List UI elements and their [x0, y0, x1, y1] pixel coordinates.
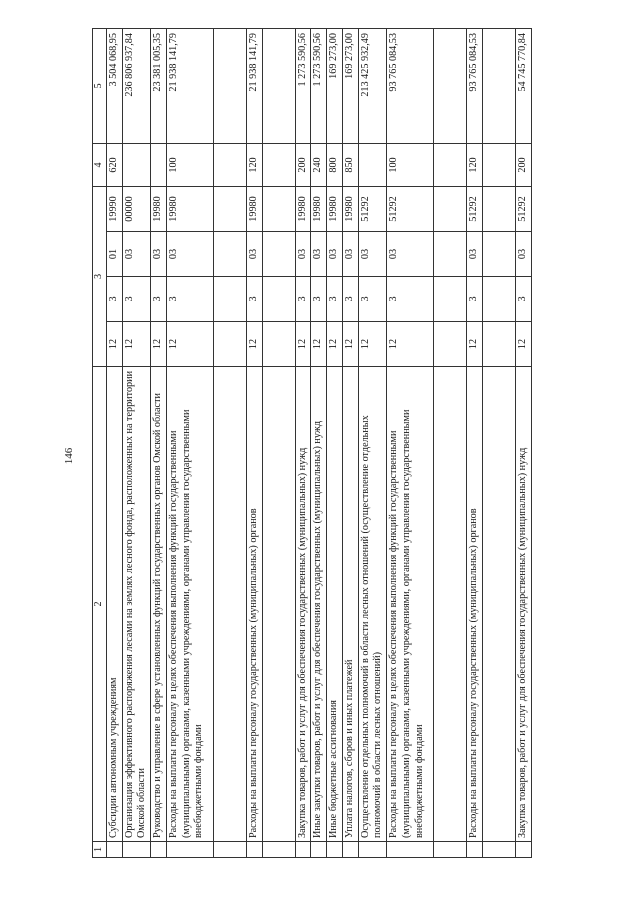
expense-type-cell: 620: [106, 144, 122, 187]
code-part-1: 12: [311, 322, 327, 367]
expense-type-cell: 850: [342, 144, 358, 187]
row-number-cell: [122, 842, 151, 858]
empty-cell: [213, 232, 246, 277]
empty-cell: [482, 187, 515, 232]
row-name-cell: Иные закупки товаров, работ и услуг для обеспечения государственных (муниципальных) нужд: [311, 367, 327, 842]
code-part-3: 03: [467, 232, 483, 277]
amount-cell: 21 938 141,79: [246, 29, 262, 144]
amount-cell: 1 273 590,56: [311, 29, 327, 144]
row-number-cell: [151, 842, 167, 858]
empty-cell: [482, 842, 515, 858]
row-number-cell: [246, 842, 262, 858]
empty-cell: [262, 367, 295, 842]
empty-cell: [482, 367, 515, 842]
code-part-1: 12: [467, 322, 483, 367]
header-col-2: 2: [93, 367, 107, 842]
empty-cell: [434, 367, 467, 842]
empty-cell: [262, 29, 295, 144]
row-name-cell: Субсидии автономным учреждениям: [106, 367, 122, 842]
code-part-3: 03: [151, 232, 167, 277]
code-part-3: 03: [166, 232, 213, 277]
code-part-4: 00000: [122, 187, 151, 232]
empty-cell: [482, 144, 515, 187]
table-row: [358, 29, 387, 858]
row-number-cell: [166, 842, 213, 858]
amount-cell: 93 765 084,53: [467, 29, 483, 144]
empty-cell: [262, 842, 295, 858]
row-number-cell: [295, 842, 311, 858]
code-part-4: 19980: [327, 187, 343, 232]
expense-type-cell: 100: [166, 144, 213, 187]
amount-cell: 169 273,00: [342, 29, 358, 144]
code-part-2: 3: [106, 277, 122, 322]
amount-cell: 1 273 590,56: [295, 29, 311, 144]
code-part-3: 03: [342, 232, 358, 277]
code-part-3: 03: [387, 232, 434, 277]
row-name-cell: Расходы на выплаты персоналу в целях обеспечения выполнения функций государственными (муниципальными) органами, казенными учреждениями, органами управления государственными внебюджетными фондами: [166, 367, 213, 842]
table-row: [311, 29, 327, 858]
empty-cell: [482, 277, 515, 322]
code-part-2: 3: [467, 277, 483, 322]
code-part-1: 12: [358, 322, 387, 367]
empty-cell: [213, 322, 246, 367]
empty-cell: [213, 367, 246, 842]
row-number-cell: [467, 842, 483, 858]
code-part-4: 19990: [106, 187, 122, 232]
header-col-1: 1: [93, 842, 107, 858]
code-part-3: 03: [515, 232, 531, 277]
code-part-2: 3: [122, 277, 151, 322]
table-row: [515, 29, 531, 858]
code-part-3: 03: [295, 232, 311, 277]
row-number-cell: [358, 842, 387, 858]
table-row: [467, 29, 483, 858]
code-part-1: 12: [151, 322, 167, 367]
code-part-4: 51292: [515, 187, 531, 232]
code-part-4: 19980: [246, 187, 262, 232]
page-number: 146: [63, 447, 75, 465]
row-number-cell: [342, 842, 358, 858]
code-part-4: 51292: [387, 187, 434, 232]
code-part-4: 19980: [311, 187, 327, 232]
empty-cell: [213, 144, 246, 187]
row-number-cell: [327, 842, 343, 858]
code-part-1: 12: [166, 322, 213, 367]
spacer-row: [262, 29, 295, 858]
row-name-cell: Иные бюджетные ассигнования: [327, 367, 343, 842]
table-row: [151, 29, 167, 858]
code-part-4: 51292: [467, 187, 483, 232]
empty-cell: [262, 232, 295, 277]
expense-type-cell: 200: [295, 144, 311, 187]
amount-cell: 213 425 932,49: [358, 29, 387, 144]
empty-cell: [434, 322, 467, 367]
empty-cell: [262, 144, 295, 187]
code-part-1: 12: [342, 322, 358, 367]
row-name-cell: Расходы на выплаты персоналу государственных (муниципальных) органов: [467, 367, 483, 842]
code-part-2: 3: [387, 277, 434, 322]
row-name-cell: Осуществление отдельных полномочий в области лесных отношений (осуществление отдельных полномочий в области лесных отношений): [358, 367, 387, 842]
header-col-3: 3: [93, 187, 107, 367]
code-part-3: 03: [246, 232, 262, 277]
budget-table: [92, 28, 532, 858]
empty-cell: [213, 842, 246, 858]
code-part-1: 12: [387, 322, 434, 367]
code-part-2: 3: [515, 277, 531, 322]
table-row: [122, 29, 151, 858]
amount-cell: 21 938 141,79: [166, 29, 213, 144]
amount-cell: 54 745 770,84: [515, 29, 531, 144]
amount-cell: 169 273,00: [327, 29, 343, 144]
empty-cell: [434, 187, 467, 232]
empty-cell: [434, 842, 467, 858]
code-part-2: 3: [311, 277, 327, 322]
empty-cell: [213, 187, 246, 232]
row-name-cell: Организация эффективного распоряжения лесами на землях лесного фонда, расположенных на территории Омской области: [122, 367, 151, 842]
table-row: [106, 29, 122, 858]
amount-cell: 93 765 084,53: [387, 29, 434, 144]
header-col-4: 4: [93, 144, 107, 187]
empty-cell: [482, 29, 515, 144]
code-part-1: 12: [246, 322, 262, 367]
empty-cell: [262, 277, 295, 322]
empty-cell: [482, 322, 515, 367]
table-row: [342, 29, 358, 858]
row-name-cell: Уплата налогов, сборов и иных платежей: [342, 367, 358, 842]
amount-cell: 3 504 068,95: [106, 29, 122, 144]
expense-type-cell: 120: [246, 144, 262, 187]
row-number-cell: [311, 842, 327, 858]
spacer-row: [434, 29, 467, 858]
empty-cell: [262, 322, 295, 367]
code-part-2: 3: [166, 277, 213, 322]
table-row: [327, 29, 343, 858]
header-row: [93, 29, 107, 858]
code-part-3: 03: [358, 232, 387, 277]
empty-cell: [434, 144, 467, 187]
expense-type-cell: 120: [467, 144, 483, 187]
row-number-cell: [515, 842, 531, 858]
code-part-1: 12: [327, 322, 343, 367]
expense-type-cell: 100: [387, 144, 434, 187]
code-part-2: 3: [151, 277, 167, 322]
header-col-5: 5: [93, 29, 107, 144]
spacer-row: [482, 29, 515, 858]
spacer-row: [213, 29, 246, 858]
code-part-4: 19980: [342, 187, 358, 232]
row-name-cell: Руководство и управление в сфере установленных функций государственных органов Омской области: [151, 367, 167, 842]
expense-type-cell: 200: [515, 144, 531, 187]
code-part-1: 12: [515, 322, 531, 367]
empty-cell: [213, 277, 246, 322]
row-name-cell: Расходы на выплаты персоналу в целях обеспечения выполнения функций государственными (муниципальными) органами, казенными учреждениями, органами управления государственными внебюджетными фондами: [387, 367, 434, 842]
code-part-2: 3: [295, 277, 311, 322]
code-part-4: 51292: [358, 187, 387, 232]
rotated-table-wrapper: [92, 28, 572, 858]
empty-cell: [213, 29, 246, 144]
code-part-4: 19980: [151, 187, 167, 232]
code-part-3: 03: [311, 232, 327, 277]
code-part-2: 3: [358, 277, 387, 322]
table-row: [246, 29, 262, 858]
expense-type-cell: 800: [327, 144, 343, 187]
expense-type-cell: [151, 144, 167, 187]
code-part-4: 19980: [166, 187, 213, 232]
row-number-cell: [387, 842, 434, 858]
code-part-1: 12: [295, 322, 311, 367]
code-part-3: 03: [327, 232, 343, 277]
table-row: [295, 29, 311, 858]
table-row: [387, 29, 434, 858]
code-part-2: 3: [246, 277, 262, 322]
row-name-cell: Расходы на выплаты персоналу государственных (муниципальных) органов: [246, 367, 262, 842]
row-name-cell: Закупка товаров, работ и услуг для обеспечения государственных (муниципальных) нужд: [515, 367, 531, 842]
empty-cell: [434, 232, 467, 277]
code-part-4: 19980: [295, 187, 311, 232]
code-part-3: 03: [122, 232, 151, 277]
code-part-2: 3: [342, 277, 358, 322]
code-part-1: 12: [122, 322, 151, 367]
expense-type-cell: [358, 144, 387, 187]
code-part-2: 3: [327, 277, 343, 322]
empty-cell: [262, 187, 295, 232]
empty-cell: [434, 277, 467, 322]
amount-cell: 23 381 005,35: [151, 29, 167, 144]
expense-type-cell: [122, 144, 151, 187]
row-name-cell: Закупка товаров, работ и услуг для обеспечения государственных (муниципальных) нужд: [295, 367, 311, 842]
empty-cell: [434, 29, 467, 144]
empty-cell: [482, 232, 515, 277]
amount-cell: 236 806 937,84: [122, 29, 151, 144]
row-number-cell: [106, 842, 122, 858]
code-part-1: 12: [106, 322, 122, 367]
code-part-3: 01: [106, 232, 122, 277]
expense-type-cell: 240: [311, 144, 327, 187]
table-row: [166, 29, 213, 858]
